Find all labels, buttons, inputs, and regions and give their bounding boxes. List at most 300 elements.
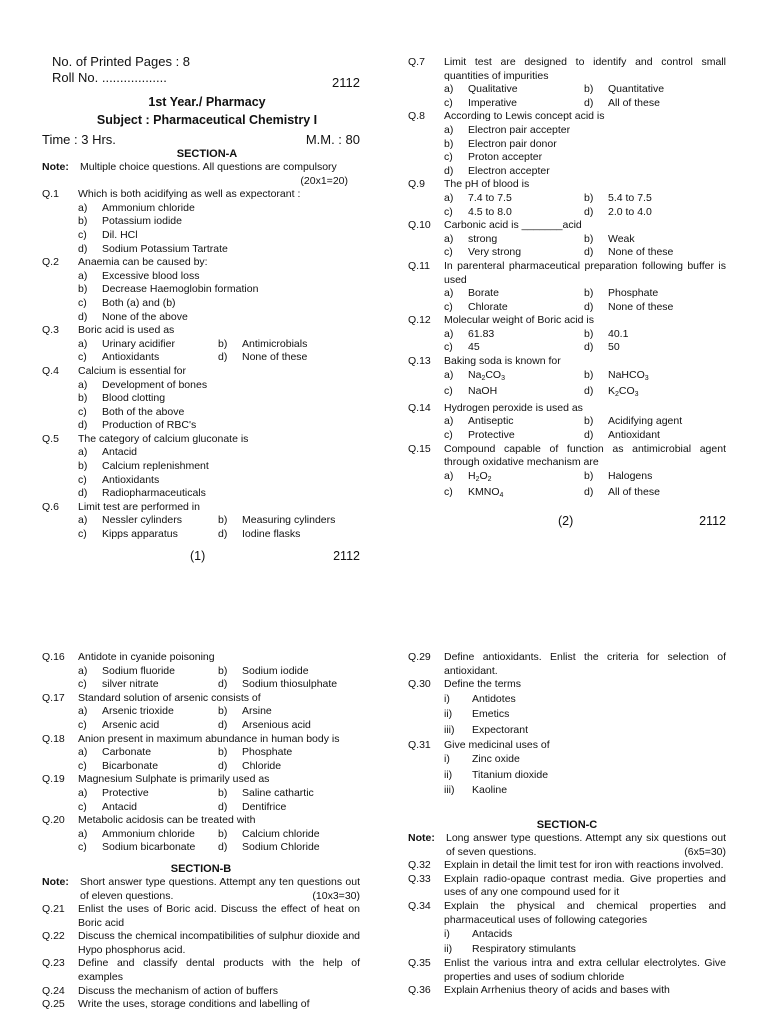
question-text: Anaemia can be caused by: — [78, 256, 208, 269]
option-text: Arsenious acid — [242, 718, 311, 731]
option-formula: $KMNO_4$ — [468, 486, 504, 500]
section-b-title: SECTION-B — [170, 862, 232, 875]
question-number: Q.6 — [42, 500, 59, 513]
option-label: d) — [584, 429, 594, 442]
option-label: c) — [444, 486, 453, 499]
roll-no: Roll No. .................. — [52, 70, 167, 85]
option-label: c) — [444, 246, 453, 259]
question-number: Q.29 — [408, 651, 431, 663]
question-number: Q.15 — [408, 442, 431, 455]
time-row — [42, 131, 372, 148]
option-text: All of these — [608, 486, 660, 499]
roll-row — [42, 70, 372, 91]
exam-page-1 — [42, 54, 372, 564]
question-number: Q.18 — [42, 732, 65, 745]
question-number: Q.2 — [42, 256, 59, 269]
option-text: Sodium bicarbonate — [102, 841, 196, 854]
option-label: d) — [584, 96, 594, 109]
question-number: Q.36 — [408, 984, 431, 997]
option-label: d) — [78, 487, 88, 500]
section-c-title: SECTION-C — [536, 818, 598, 831]
question-number: Q.32 — [408, 859, 431, 872]
question-text: Anion present in maximum abundance in human body is — [78, 732, 340, 745]
sub-label: ii) — [444, 708, 453, 721]
option-text: Excessive blood loss — [102, 269, 200, 282]
option-label: a) — [78, 664, 88, 677]
option-text: All of these — [608, 96, 660, 109]
question — [408, 56, 726, 110]
option-label: a) — [444, 469, 454, 482]
option-label: a) — [78, 827, 88, 840]
note — [42, 161, 372, 175]
question-text: Carbonic acid is _______acid — [444, 219, 582, 232]
sub-text: Zinc oxide — [472, 753, 520, 766]
option-text: 2.0 to 4.0 — [608, 205, 652, 218]
option-label: c) — [444, 429, 453, 442]
question — [42, 930, 360, 957]
question — [42, 985, 360, 999]
question-number: Q.13 — [408, 355, 431, 368]
option-text: Antacid — [102, 446, 138, 459]
option-label: d) — [584, 385, 594, 398]
question-text: Discuss the chemical incompatibilities of sulphur dioxide and Hypo phosphorus acid. — [78, 930, 360, 956]
option-text: Dil. HCl — [102, 228, 138, 241]
option-label: d) — [584, 341, 594, 354]
option-label: a) — [444, 123, 454, 136]
option-text: Arsenic trioxide — [102, 705, 174, 718]
sub-text: Expectorant — [472, 723, 529, 736]
option-label: a) — [78, 746, 88, 759]
option-text: Very strong — [468, 246, 522, 259]
option-label: c) — [78, 351, 87, 364]
question-number: Q.25 — [42, 998, 65, 1011]
question-text: Discuss the mechanism of action of buffers — [78, 984, 278, 997]
option-text: None of these — [608, 246, 674, 259]
paper-code: 2112 — [332, 75, 360, 90]
sub-label: i) — [444, 928, 450, 941]
option-label: d) — [218, 718, 228, 731]
year-title: 1st Year./ Pharmacy — [148, 95, 266, 109]
question — [408, 984, 726, 998]
question — [42, 433, 372, 501]
question-number: Q.14 — [408, 401, 431, 414]
option-label: c) — [444, 385, 453, 398]
option-text: Antiseptic — [468, 415, 514, 428]
question-text: Define antioxidants. Enlist the criteria for selection of antioxidant. — [444, 651, 726, 677]
option-text: Chlorate — [468, 300, 508, 313]
question — [42, 814, 360, 855]
option-label: c) — [78, 528, 87, 541]
question — [408, 402, 726, 443]
question-text: Molecular weight of Boric acid is — [444, 314, 594, 327]
option-label: a) — [444, 191, 454, 204]
question — [408, 178, 726, 219]
note-label: Note: — [42, 875, 69, 888]
option-text: Blood clotting — [102, 392, 166, 405]
question-text: Which is both acidifying as well as expectorant : — [78, 188, 301, 201]
exam-page-2 — [408, 56, 726, 529]
question-number: Q.7 — [408, 56, 425, 68]
option-label: c) — [78, 800, 87, 813]
option-label: a) — [78, 378, 88, 391]
question — [42, 733, 360, 774]
question-number: Q.33 — [408, 872, 431, 885]
question-text: The category of calcium gluconate is — [78, 432, 249, 445]
question-number: Q.19 — [42, 773, 65, 786]
question — [408, 678, 726, 738]
sub-label: ii) — [444, 943, 453, 956]
option-label: d) — [584, 205, 594, 218]
question — [408, 443, 726, 503]
question — [408, 900, 726, 957]
option-text: Nessler cylinders — [102, 514, 182, 527]
question — [408, 873, 726, 900]
option-label: d) — [218, 759, 228, 772]
option-label: b) — [218, 705, 228, 718]
question-text: Limit test are performed in — [78, 500, 200, 513]
question — [42, 188, 372, 256]
note-marks: (20x1=20) — [300, 174, 348, 187]
option-text: 40.1 — [608, 327, 629, 340]
option-label: c) — [444, 300, 453, 313]
option-label: c) — [444, 151, 453, 164]
option-text: Electron accepter — [468, 164, 550, 177]
question — [408, 110, 726, 178]
option-text: Sodium fluoride — [102, 664, 175, 677]
question-number: Q.31 — [408, 738, 431, 751]
question — [408, 739, 726, 799]
max-marks: M.M. : 80 — [305, 132, 360, 147]
option-text: Bicarbonate — [102, 759, 159, 772]
option-label: b) — [584, 415, 594, 428]
question — [408, 260, 726, 314]
option-label: b) — [218, 786, 228, 799]
question-number: Q.8 — [408, 110, 425, 123]
question-text: Hydrogen peroxide is used as — [444, 401, 583, 414]
option-text: Antioxidants — [102, 351, 160, 364]
question-text: Baking soda is known for — [444, 355, 561, 368]
question-text: Antidote in cyanide poisoning — [78, 651, 215, 663]
option-text: Qualitative — [468, 83, 518, 96]
question — [42, 903, 360, 930]
option-text: Both (a) and (b) — [102, 296, 176, 309]
question-number: Q.4 — [42, 364, 59, 377]
option-text: Antioxidant — [608, 429, 660, 442]
option-text: Kipps apparatus — [102, 528, 178, 541]
option-text: silver nitrate — [102, 678, 159, 691]
option-text: Potassium iodide — [102, 215, 182, 228]
page-number: (1) — [190, 548, 206, 563]
option-label: d) — [218, 800, 228, 813]
option-label: c) — [78, 473, 87, 486]
option-text: Borate — [468, 287, 499, 300]
question-number: Q.12 — [408, 314, 431, 327]
option-label: b) — [218, 337, 228, 350]
question-number: Q.22 — [42, 930, 65, 943]
option-label: a) — [78, 269, 88, 282]
note-text: Long answer type questions. Attempt any six questions out of seven questions. (6x5=30) — [446, 831, 726, 858]
question-text: Explain Arrhenius theory of acids and bases with — [444, 984, 670, 997]
question — [42, 692, 360, 733]
option-text: Calcium replenishment — [102, 460, 209, 473]
option-label: b) — [78, 283, 88, 296]
option-label: a) — [78, 786, 88, 799]
option-label: d) — [78, 310, 88, 323]
option-label: c) — [444, 205, 453, 218]
option-label: c) — [78, 228, 87, 241]
question-text: Enlist the various intra and extra cellular electrolytes. Give properties and uses of sodium chloride — [444, 957, 726, 983]
option-text: Production of RBC's — [102, 419, 197, 432]
question-text: Metabolic acidosis can be treated with — [78, 814, 256, 827]
option-text: 5.4 to 7.5 — [608, 191, 652, 204]
option-label: b) — [584, 469, 594, 482]
option-text: Carbonate — [102, 746, 152, 759]
question-text: Explain in detail the limit test for iron with reactions involved. — [444, 859, 724, 872]
option-text: Urinary acidifier — [102, 337, 175, 350]
option-text: Antioxidants — [102, 473, 160, 486]
page-footer — [42, 548, 372, 564]
option-label: d) — [218, 351, 228, 364]
option-text: 7.4 to 7.5 — [468, 191, 512, 204]
question — [408, 219, 726, 260]
option-label: b) — [444, 137, 454, 150]
question-text: Explain the physical and chemical properties and pharmaceutical uses of following categories — [444, 899, 726, 926]
question-text: Compound capable of function as antimicrobial agent through oxidative mechanism are — [444, 442, 726, 469]
option-text: Sodium Chloride — [242, 841, 320, 854]
option-label: b) — [218, 827, 228, 840]
option-text: Antacid — [102, 800, 138, 813]
option-text: Arsine — [242, 705, 272, 718]
option-text: Sodium iodide — [242, 664, 309, 677]
option-label: c) — [78, 405, 87, 418]
note-marks: (6x5=30) — [684, 845, 726, 858]
question-number: Q.17 — [42, 691, 65, 704]
option-label: c) — [444, 341, 453, 354]
option-label: a) — [444, 287, 454, 300]
sub-text: Emetics — [472, 708, 510, 721]
page-footer — [408, 513, 726, 529]
question-number: Q.20 — [42, 814, 65, 827]
option-text: Protective — [468, 429, 515, 442]
question-text: Standard solution of arsenic consists of — [78, 691, 261, 704]
option-label: a) — [444, 327, 454, 340]
option-label: b) — [584, 368, 594, 381]
option-text: Acidifying agent — [608, 415, 683, 428]
sub-text: Kaoline — [472, 784, 508, 797]
option-label: a) — [444, 368, 454, 381]
option-text: Iodine flasks — [242, 528, 301, 541]
option-text: Measuring cylinders — [242, 514, 336, 527]
option-label: b) — [78, 392, 88, 405]
question — [42, 998, 360, 1012]
option-label: c) — [78, 841, 87, 854]
question — [42, 957, 360, 984]
option-text: None of the above — [102, 310, 188, 323]
footer-code: 2112 — [333, 548, 360, 563]
option-text: Development of bones — [102, 378, 208, 391]
question-number: Q.11 — [408, 259, 430, 272]
option-label: b) — [584, 83, 594, 96]
question-text: Define the terms — [444, 678, 522, 691]
option-text: Proton accepter — [468, 151, 543, 164]
option-formula: $K_2CO_3$ — [608, 385, 639, 399]
question-number: Q.23 — [42, 957, 65, 970]
sub-text: Respiratory stimulants — [472, 943, 576, 956]
question-text: Explain radio-opaque contrast media. Give properties and uses of any one compound used for it — [444, 872, 726, 899]
option-label: b) — [584, 232, 594, 245]
question-text: Magnesium Sulphate is primarily used as — [78, 773, 270, 786]
option-text: 4.5 to 8.0 — [468, 205, 512, 218]
option-text: None of these — [242, 351, 308, 364]
option-text: Arsenic acid — [102, 718, 160, 731]
option-label: d) — [78, 419, 88, 432]
time: Time : 3 Hrs. — [42, 132, 116, 147]
sub-label: i) — [444, 753, 450, 766]
option-label: a) — [444, 415, 454, 428]
option-label: d) — [78, 242, 88, 255]
section-a-title: SECTION-A — [176, 148, 238, 160]
question — [42, 651, 360, 692]
option-text: Calcium chloride — [242, 827, 320, 840]
note-text: Short answer type questions. Attempt any ten questions out of eleven questions. (10x3=30) — [80, 875, 360, 902]
option-text: Weak — [608, 232, 635, 245]
option-text: Electron pair accepter — [468, 123, 571, 136]
question — [42, 324, 372, 365]
option-label: c) — [78, 718, 87, 731]
option-label: d) — [444, 164, 454, 177]
option-label: d) — [218, 528, 228, 541]
sub-text: Antacids — [472, 928, 513, 941]
question-text: The pH of blood is — [444, 178, 530, 191]
sub-text: Antidotes — [472, 692, 516, 705]
question-text: In parenteral pharmaceutical preparation following buffer is used — [444, 259, 726, 286]
sub-label: ii) — [444, 768, 453, 781]
question — [42, 501, 372, 542]
question-text: Boric acid is used as — [78, 324, 175, 337]
option-text: NaOH — [468, 385, 498, 398]
option-text: Phosphate — [242, 746, 293, 759]
question — [408, 314, 726, 355]
option-text: Dentifrice — [242, 800, 287, 813]
note-label: Note: — [408, 831, 435, 844]
question-text: Write the uses, storage conditions and labelling of — [78, 998, 310, 1011]
option-label: c) — [78, 759, 87, 772]
option-formula: $H_2O_2$ — [468, 469, 492, 483]
question-number: Q.1 — [42, 188, 59, 201]
option-text: Chloride — [242, 759, 282, 772]
question — [408, 957, 726, 984]
option-label: c) — [78, 678, 87, 691]
option-text: Imperative — [468, 96, 518, 109]
option-text: 45 — [468, 341, 480, 354]
question-text: Define and classify dental products with the help of examples — [78, 957, 360, 984]
question — [42, 365, 372, 433]
option-label: c) — [78, 296, 87, 309]
option-text: Both of the above — [102, 405, 185, 418]
exam-page-3 — [42, 651, 360, 1012]
option-formula: $Na_2CO_3$ — [468, 368, 505, 382]
option-text: Sodium thiosulphate — [242, 678, 338, 691]
question-number: Q.3 — [42, 324, 59, 337]
question-number: Q.35 — [408, 957, 431, 970]
note-label: Note: — [42, 161, 69, 173]
question-number: Q.9 — [408, 178, 425, 191]
question-text: Limit test are designed to identify and control small quantities of impurities — [444, 56, 726, 82]
question — [408, 651, 726, 678]
option-text: Sodium Potassium Tartrate — [102, 242, 228, 255]
option-label: a) — [78, 446, 88, 459]
option-text: Ammonium chloride — [102, 827, 195, 840]
question-text: According to Lewis concept acid is — [444, 110, 605, 123]
option-text: Electron pair donor — [468, 137, 557, 150]
question-text: Enlist the uses of Boric acid. Discuss the effect of heat on Boric acid — [78, 903, 360, 929]
question-number: Q.10 — [408, 219, 431, 232]
option-label: b) — [78, 460, 88, 473]
option-label: a) — [78, 705, 88, 718]
option-text: Radiopharmaceuticals — [102, 487, 206, 500]
option-label: c) — [444, 96, 453, 109]
question — [408, 859, 726, 873]
option-text: Decrease Haemoglobin formation — [102, 283, 259, 296]
question-number: Q.21 — [42, 903, 65, 916]
option-text: Halogens — [608, 469, 653, 482]
option-label: a) — [78, 514, 88, 527]
question-number: Q.16 — [42, 651, 65, 663]
option-text: Saline cathartic — [242, 786, 314, 799]
option-label: d) — [584, 486, 594, 499]
option-text: Phosphate — [608, 287, 659, 300]
question-text: Calcium is essential for — [78, 364, 186, 377]
option-label: a) — [78, 201, 88, 214]
option-text: Protective — [102, 786, 149, 799]
question — [42, 256, 372, 324]
option-label: b) — [584, 191, 594, 204]
printed-pages: No. of Printed Pages : 8 — [52, 54, 191, 69]
option-text: 61.83 — [468, 327, 495, 340]
option-label: d) — [584, 246, 594, 259]
question-number: Q.34 — [408, 899, 431, 912]
option-label: b) — [218, 514, 228, 527]
option-text: None of these — [608, 300, 674, 313]
option-text: Ammonium chloride — [102, 201, 195, 214]
note — [408, 832, 726, 859]
option-label: a) — [444, 232, 454, 245]
note — [42, 876, 360, 903]
option-label: a) — [78, 337, 88, 350]
option-text: Quantitative — [608, 83, 665, 96]
sub-label: iii) — [444, 723, 455, 736]
subject-title: Subject : Pharmaceutical Chemistry I — [96, 113, 318, 127]
option-formula: NaHCO$_3$ — [608, 368, 649, 382]
option-text: strong — [468, 232, 498, 245]
sub-text: Titanium dioxide — [472, 768, 549, 781]
option-label: d) — [218, 678, 228, 691]
option-label: b) — [78, 215, 88, 228]
option-label: a) — [444, 83, 454, 96]
question-text: Give medicinal uses of — [444, 738, 550, 751]
option-label: b) — [218, 746, 228, 759]
option-label: b) — [584, 287, 594, 300]
note-marks: (10x3=30) — [312, 889, 360, 902]
option-label: d) — [218, 841, 228, 854]
option-text: Antimicrobials — [242, 337, 308, 350]
question-number: Q.30 — [408, 678, 431, 691]
note-text: Multiple choice questions. All questions are compulsory — [80, 161, 337, 173]
option-label: d) — [584, 300, 594, 313]
question-number: Q.5 — [42, 432, 59, 445]
sub-label: i) — [444, 692, 450, 705]
question — [42, 773, 360, 814]
